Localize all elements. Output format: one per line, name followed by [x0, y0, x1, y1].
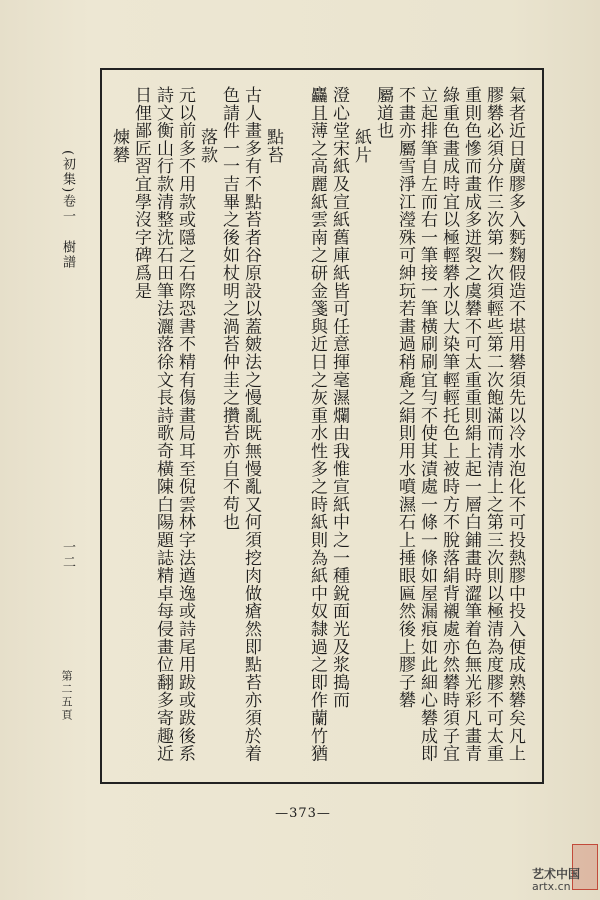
- text-column-4: 綠重色畫成時宜以極輕礬水以大染筆輕輕托色上被時方不脫落絹背襯處亦然礬時須子宜: [439, 86, 459, 763]
- section-heading-alum: 煉礬: [109, 128, 129, 164]
- text-column-2: 膠礬必須分作三次第一次須輕些第二次飽滿而清清上之第三次則以極清為度膠不可太重: [483, 86, 503, 763]
- text-column-1: 氣者近日廣膠多入麫麴假造不堪用礬須先以冷水泡化不可投熱膠中投入便成熟礬矣凡上: [505, 86, 525, 763]
- site-watermark: [532, 868, 580, 893]
- section-title: 樹譜: [60, 240, 75, 270]
- text-column-16: 詩文衡山行款清整沈石田筆法灑落徐文長詩歌奇橫陳白陽題誌精卓每侵畫位翻多寄趣近: [153, 86, 173, 763]
- page-number: —373—: [275, 806, 331, 821]
- section-heading-dotting-moss: 點苔: [263, 128, 283, 164]
- page-label: 第二五頁: [60, 670, 73, 722]
- watermark-url: artx.cn: [532, 880, 571, 894]
- leaf-number: 一二: [60, 540, 75, 570]
- text-column-3: 重則色慘而畫成多迸裂之虞礬不可太重重則絹上起一層白鋪畫時澀筆着色無光彩凡畫青: [461, 86, 481, 763]
- text-column-15: 元以前多不用款或隱之石際恐書不精有傷畫局耳至倪雲林字法遒逸或詩尾用跋或跋後系: [175, 86, 195, 763]
- book-title: (初集)卷一: [60, 150, 75, 225]
- section-heading-signature: 落款: [197, 128, 217, 164]
- section-heading-paper: 紙片: [351, 128, 371, 164]
- watermark-brand: 艺术中国: [532, 867, 581, 881]
- text-column-7: 屬道也: [373, 86, 393, 140]
- text-column-5: 立起排筆自左而右一筆接一筆橫刷刷宜勻不使其漬處一條一條如屋漏痕如此細心礬成即: [417, 86, 437, 763]
- text-column-12: 古人畫多有不點苔者谷原設以蓋皴法之慢亂既無慢亂又何須挖肉做瘡然即點苔亦須於着: [241, 86, 261, 763]
- text-column-17: 日俚鄙匠習宜學沒字碑爲是: [131, 86, 151, 300]
- text-column-13: 色請件一一吉畢之後如杖明之渦苔仲圭之攢苔亦自不苟也: [219, 86, 239, 531]
- text-column-9: 澄心堂宋紙及宣紙舊庫紙皆可任意揮毫濕爛由我惟宣紙中之一種銳面光及浆搗而: [329, 86, 349, 709]
- text-column-10: 麤且薄之高麗紙雲南之研金箋與近日之灰重水性多之時紙則為紙中奴隸過之即作蘭竹猶: [307, 86, 327, 763]
- text-column-6: 不畫亦屬雪淨江瀅殊可紳玩若畫過稍麁之絹則用水噴濕石上捶眼匾然後上膠子礬: [395, 86, 415, 709]
